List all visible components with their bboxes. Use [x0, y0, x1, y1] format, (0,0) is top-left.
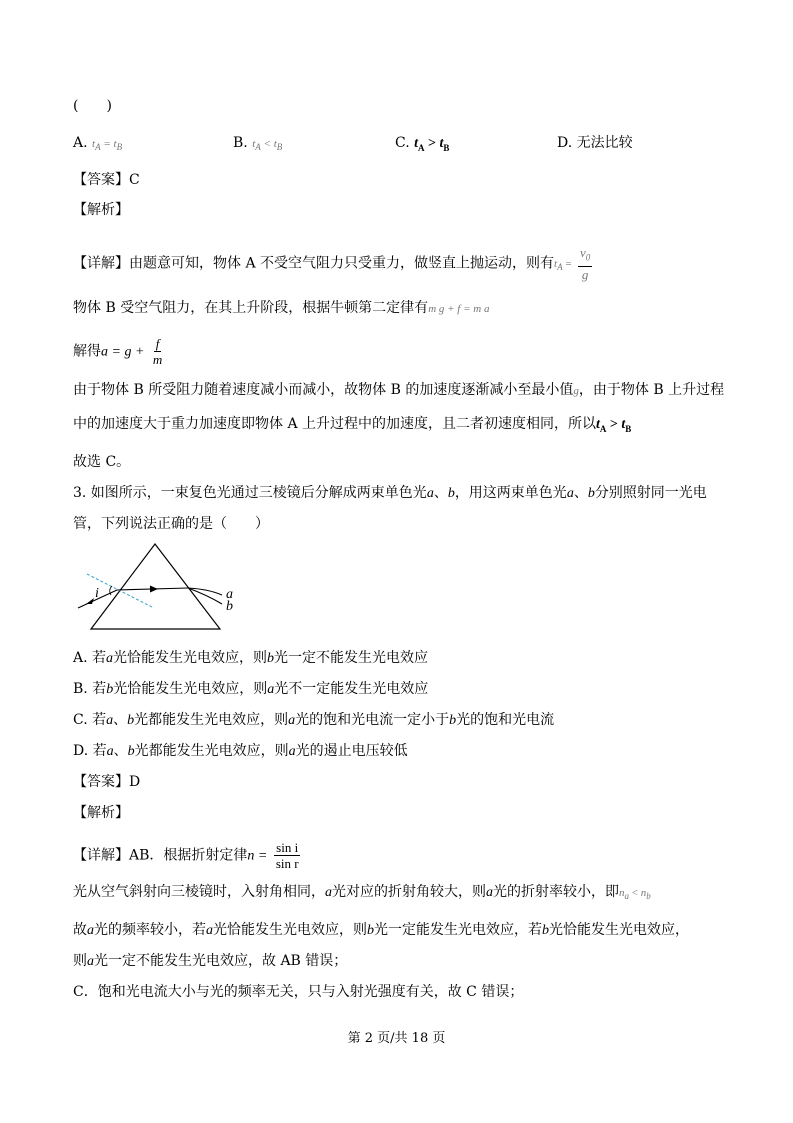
option-d: D. 无法比较 — [557, 135, 633, 151]
q3-option-a: A. 若a光恰能发生光电效应，则b光一定不能发生光电效应 — [73, 650, 429, 666]
inner-arrow — [150, 586, 158, 593]
q3-detail-2: 光从空气斜射向三棱镜时，入射角相同，a光对应的折射角较大，则a光的折射率较小，即$n_a < n_b$ — [73, 884, 651, 902]
prism-figure — [70, 540, 250, 635]
option-b: B. $t_A < t_B$ — [233, 135, 283, 153]
q3-analysis-label: 【解析】 — [73, 805, 129, 821]
angle-arc — [110, 586, 112, 595]
q3-stem-1: 3. 如图所示，一束复色光通过三棱镜后分解成两束单色光a、b，用这两束单色光a、b分别照射同一光电 — [73, 485, 707, 501]
option-c: C. $t_A > t_B$ — [395, 135, 450, 153]
detail-line-4: 由于物体 B 所受阻力随着速度减小而减小，故物体 B 的加速度逐渐减小至最小值g，由于物体 B 上升过程 — [73, 382, 725, 398]
q3-option-d: D. 若a、b光都能发生光电效应，则a光的遏止电压较低 — [73, 743, 408, 759]
q3-detail-4: 则a光一定不能发生光电效应，故 AB 错误； — [73, 953, 348, 969]
q3-detail-1: 【详解】AB．根据折射定律n = $\frac{\text{sin i}}{\text{sin r}}$ — [73, 840, 299, 871]
label-b: b — [226, 599, 233, 614]
q3-option-c: C. 若a、b光都能发生光电效应，则a光的饱和光电流一定小于b光的饱和光电流 — [73, 712, 555, 728]
detail-line-2: 物体 B 受空气阻力，在其上升阶段，根据牛顿第二定律有m g + f = m a — [73, 300, 490, 316]
detail-line-6: 故选 C。 — [73, 454, 131, 470]
q3-stem-2: 管，下列说法正确的是（ ） — [73, 516, 269, 532]
q3-detail-5: C．饱和光电流大小与光的频率无关，只与入射光强度有关，故 C 错误； — [73, 984, 524, 1000]
option-a: A. $t_A = t_B$ — [73, 135, 123, 153]
incident-arrow — [86, 598, 94, 604]
prism-triangle — [91, 544, 220, 629]
q3-option-b: B. 若b光恰能发生光电效应，则a光不一定能发生光电效应 — [73, 681, 429, 697]
q3-detail-3: 故a光的频率较小，若a光恰能发生光电效应，则b光一定能发生光电效应，若b光恰能发生光电效应， — [73, 922, 689, 938]
detail-line-3: 解得a = g + $\frac{f}{m}$ — [73, 336, 163, 367]
analysis-label: 【解析】 — [73, 202, 129, 218]
answer-line: 【答案】C — [73, 172, 140, 188]
page-footer: 第 2 页/共 18 页 — [347, 1031, 446, 1046]
label-i: i — [95, 586, 99, 601]
question-paren: ( ) — [73, 98, 112, 114]
label-a: a — [226, 587, 233, 602]
detail-line-1: 【详解】由题意可知，物体 A 不受空气阻力只受重力，做竖直上抛运动，则有$t_A$ = $\frac{v_0}{g}$ — [73, 245, 591, 282]
detail-line-5: 中的加速度大于重力加速度即物体 A 上升过程中的加速度，且二者初速度相同，所以$t_A > t_B$ — [73, 416, 632, 434]
q3-answer-line: 【答案】D — [73, 774, 141, 790]
